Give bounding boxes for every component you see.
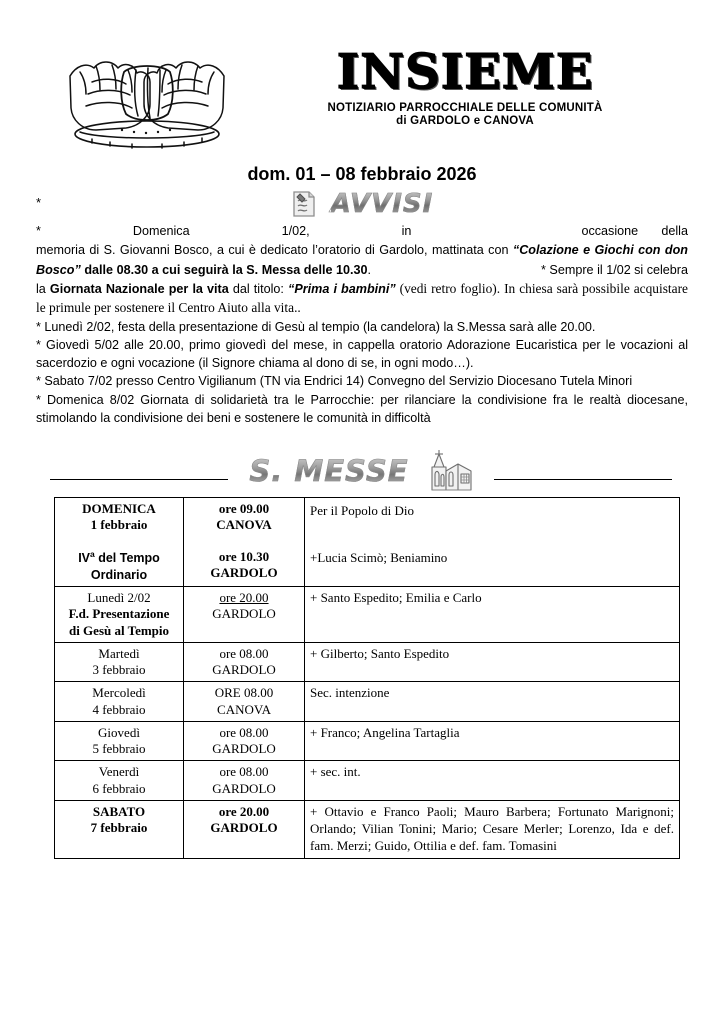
row4-intention: + Franco; Angelina Tartaglia bbox=[310, 724, 460, 740]
avvisi-heading-row bbox=[0, 189, 724, 221]
row6-time-line2: GARDOLO bbox=[210, 820, 278, 836]
cell-intentions bbox=[305, 800, 680, 858]
cell-time bbox=[184, 721, 305, 761]
row5-intention: + sec. int. bbox=[310, 764, 361, 780]
title-block bbox=[240, 44, 690, 127]
cell-time bbox=[184, 761, 305, 801]
avvisi-item-4: * Sabato 7/02 presso Centro Vigilianum (TN via Endrici 14) Convegno del Servizio Diocesano Tutela Minori bbox=[36, 374, 633, 389]
row3-day-line1: Mercoledì bbox=[92, 685, 146, 701]
row0-time-a-line2: CANOVA bbox=[216, 517, 272, 533]
masthead-subtitle-line1: NOTIZIARIO PARROCCHIALE DELLE COMUNITÀ bbox=[327, 102, 603, 114]
date-range: dom. 01 – 08 febbraio 2026 bbox=[247, 164, 477, 184]
row3-time-line2: CANOVA bbox=[217, 701, 271, 717]
cell-day bbox=[55, 642, 184, 682]
cell-time bbox=[184, 498, 305, 587]
table-row bbox=[55, 642, 680, 682]
scroll-document-icon bbox=[291, 190, 317, 218]
avvisi-item-2: * Lunedì 2/02, festa della presentazione di Gesù al tempio (la candelora) la S.Messa sarà alle 20.00. bbox=[36, 319, 596, 334]
cell-day bbox=[55, 498, 184, 587]
row0-day-line3-pre: IV bbox=[78, 551, 90, 566]
row1-day-line2: F.d. Presentazione bbox=[68, 606, 170, 622]
row0-day-line2: 1 febbraio bbox=[90, 517, 148, 533]
row4-time-line2: GARDOLO bbox=[212, 741, 276, 757]
avvisi-item-1-tail1: . bbox=[367, 262, 371, 277]
cell-day bbox=[55, 587, 184, 643]
row0-day-line4: Ordinario bbox=[90, 567, 148, 582]
table-row bbox=[55, 682, 680, 722]
row0-intention-b: +Lucia Scimò; Beniamino bbox=[310, 550, 448, 566]
table-row bbox=[55, 761, 680, 801]
row0-time-b-line1: ore 10.30 bbox=[218, 549, 270, 565]
avvisi-item-1-star: * bbox=[36, 224, 41, 238]
messe-heading: S. MESSE bbox=[249, 454, 409, 489]
row2-day-line1: Martedì bbox=[98, 645, 140, 661]
table-row bbox=[55, 587, 680, 643]
table-row bbox=[55, 800, 680, 858]
avvisi-item-1-seg5: si celebra la bbox=[36, 262, 688, 296]
avvisi-item-1-star2: * Sempre il 1/02 bbox=[541, 262, 631, 277]
row0-day-line3-post: del Tempo bbox=[94, 551, 160, 566]
messe-heading-row bbox=[0, 449, 724, 495]
cell-time bbox=[184, 587, 305, 643]
avvisi-body bbox=[36, 221, 688, 427]
church-icon bbox=[425, 449, 475, 493]
row4-time-line1: ore 08.00 bbox=[219, 724, 269, 740]
cell-intentions bbox=[305, 682, 680, 722]
hands-breaking-bread-icon bbox=[62, 42, 232, 154]
row1-day-line1: Lunedì 2/02 bbox=[87, 590, 151, 606]
avvisi-item-1-emph1: “Colazione e Giochi con don Bosco” bbox=[36, 243, 688, 277]
masthead bbox=[0, 0, 724, 150]
row0-day-line1: DOMENICA bbox=[82, 501, 156, 517]
cell-day bbox=[55, 800, 184, 858]
avvisi-item-1-emph2: “Prima i bambini” bbox=[288, 281, 396, 296]
row3-intention: Sec. intenzione bbox=[310, 685, 390, 701]
cell-time bbox=[184, 682, 305, 722]
cell-time bbox=[184, 642, 305, 682]
cell-time bbox=[184, 800, 305, 858]
row5-time-line1: ore 08.00 bbox=[219, 764, 269, 780]
row6-day-line2: 7 febbraio bbox=[90, 820, 148, 836]
table-row bbox=[55, 498, 680, 587]
avvisi-item-1-seg2: 1/02, bbox=[281, 224, 310, 238]
cell-intentions bbox=[305, 498, 680, 587]
row6-time-line1: ore 20.00 bbox=[218, 803, 270, 819]
avvisi-item-3: * Giovedì 5/02 alle 20.00, primo giovedì del mese, in cappella oratorio Adorazione Eucaristica per le vocazioni al sacerdozio e ogni vocazione (il Signore chiama al dono di se, in ogni modo…). bbox=[36, 337, 688, 371]
row3-day-line2: 4 febbraio bbox=[92, 701, 146, 717]
avvisi-leading-star: * bbox=[36, 195, 42, 210]
row0-time-b-line2: GARDOLO bbox=[210, 565, 278, 581]
row5-day-line2: 6 febbraio bbox=[92, 780, 146, 796]
row0-day-line3 bbox=[60, 549, 178, 566]
avvisi-item-1-bold2: Giornata Nazionale per la vita bbox=[49, 281, 229, 296]
cell-intentions bbox=[305, 587, 680, 643]
avvisi-heading: AVVISI bbox=[330, 189, 434, 219]
avvisi-item-1 bbox=[36, 221, 688, 318]
mass-schedule-table bbox=[54, 497, 680, 858]
cell-day bbox=[55, 682, 184, 722]
row1-day-line3: di Gesù al Tempio bbox=[68, 622, 170, 638]
table-row bbox=[55, 721, 680, 761]
row5-time-line2: GARDOLO bbox=[212, 780, 276, 796]
row1-intention: + Santo Espedito; Emilia e Carlo bbox=[310, 590, 482, 606]
cell-day bbox=[55, 761, 184, 801]
avvisi-item-5: * Domenica 8/02 Giornata di solidarietà tra le Parrocchie: per rilanciare la condivisione fra le realtà diocesane, stimolando la condivisione dei beni e sostenere le comunità in difficoltà bbox=[36, 392, 688, 425]
page-title: INSIEME bbox=[336, 44, 594, 100]
avvisi-item-1-seg3: in bbox=[401, 224, 412, 238]
cell-intentions bbox=[305, 642, 680, 682]
row1-time-line2: GARDOLO bbox=[212, 606, 276, 622]
row1-time-line1: ore 20.00 bbox=[219, 590, 269, 606]
row2-intention: + Gilberto; Santo Espedito bbox=[310, 645, 450, 661]
row5-day-line1: Venerdì bbox=[98, 764, 140, 780]
row0-time-a-line1: ore 09.00 bbox=[218, 501, 270, 517]
row0-day-line3-sup: a bbox=[90, 549, 95, 560]
row4-day-line2: 5 febbraio bbox=[92, 741, 146, 757]
row2-day-line2: 3 febbraio bbox=[92, 662, 146, 678]
row2-time-line1: ore 08.00 bbox=[219, 645, 269, 661]
row2-time-line2: GARDOLO bbox=[212, 662, 276, 678]
row0-intention-a: Per il Popolo di Dio bbox=[310, 503, 415, 519]
row6-intention: + Ottavio e Franco Paoli; Mauro Barbera; Fortunato Marignoni; Orlando; Vilian Tonini; Mario; Cesare Merler; Lorenzo, Ida e def. fam. Merzi; Guido, Ottilia e def. fam. Tomasini bbox=[310, 803, 674, 853]
avvisi-item-1-serif-tail: (vedi retro foglio). In chiesa sarà possibile acquistare le primule per sostenere il Centro Aiuto alla vita.. bbox=[36, 280, 688, 316]
avvisi-item-1-seg6: dal titolo: bbox=[228, 281, 289, 296]
masthead-subtitle-line2: di GARDOLO e CANOVA bbox=[396, 115, 534, 127]
row6-day-line1: SABATO bbox=[92, 803, 146, 819]
avvisi-item-1-seg4: occasione della memoria di S. Giovanni Bosco, a cui è dedicato l’oratorio di Gardolo, mattinata con bbox=[36, 224, 688, 258]
avvisi-item-1-seg1: Domenica bbox=[132, 224, 190, 238]
cell-day bbox=[55, 721, 184, 761]
avvisi-item-1-bold1: dalle 08.30 a cui seguirà la S. Messa delle 10.30 bbox=[80, 262, 368, 277]
cell-intentions bbox=[305, 721, 680, 761]
cell-intentions bbox=[305, 761, 680, 801]
row4-day-line1: Giovedì bbox=[98, 724, 140, 740]
row3-time-line1: ORE 08.00 bbox=[214, 685, 274, 701]
